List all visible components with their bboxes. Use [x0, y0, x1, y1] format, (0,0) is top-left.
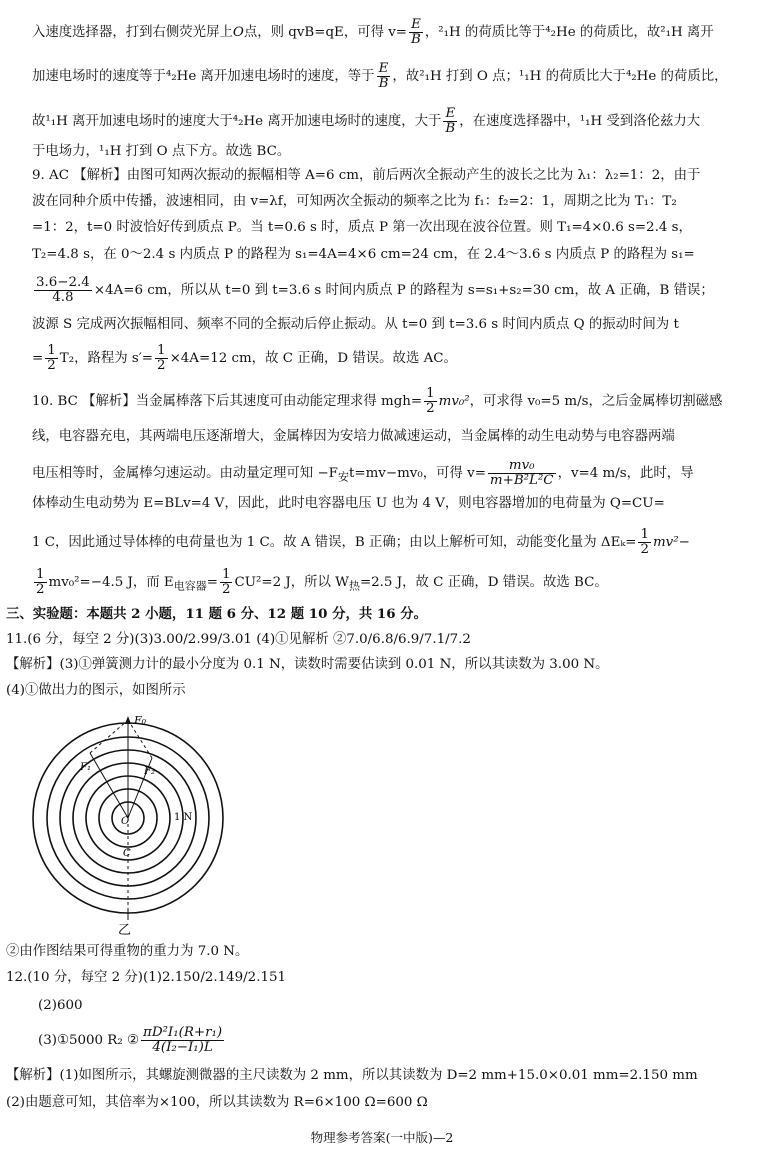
- fraction-half: $\frac{1}{2}$: [640, 528, 649, 557]
- answer-11-line: 11.(6 分，每空 2 分)(3)3.00/2.99/3.01 (4)①见解析 ②7.0/6.8/6.9/7.1/7.2: [6, 632, 471, 647]
- f0-arrow-head: [125, 716, 131, 724]
- fraction-time-ratio: $\frac{3.6-2.4}{4.8}$: [36, 276, 90, 305]
- text-line: 线，电容器充电，其两端电压逐渐增大，金属棒因为安培力做减速运动，当金属棒的动生电动势与电容器两端: [32, 429, 675, 444]
- text-line: 1 C，因此通过导体棒的电荷量也为 1 C。故 A 错误，B 正确；由以上解析可知，动能变化量为 ΔEₖ= $\frac{1}{2}$ mv²−: [32, 528, 690, 557]
- text-line: 于电场力，¹₁H 打到 O 点下方。故选 BC。: [32, 144, 291, 159]
- fraction-half: $\frac{1}{2}$: [221, 568, 231, 597]
- text-line: [32, 62, 750, 91]
- text-line: 【解析】(1)如图所示，其螺旋测微器的主尺读数为 2 mm，所以其读数为 D=2 mm+15.0×0.01 mm=2.150 mm: [6, 1068, 698, 1083]
- figure-label: 乙: [118, 923, 132, 936]
- text-line: 波在同种介质中传播，波速相同，由 v=λf，可知两次全振动的频率之比为 f₁：f₂=2：1，周期之比为 T₁：T₂: [32, 194, 677, 209]
- fraction-E-over-B: $\frac{E}{B}$: [411, 18, 421, 47]
- fraction-half: $\frac{1}{2}$: [36, 568, 45, 597]
- text-line: [32, 107, 750, 136]
- text-line: (3)①5000 R₂ ② $\frac{\text{πD²I₁(R+r₁)}}{\text{4(I₂−I₁)L}}$: [38, 1026, 223, 1055]
- text-span: 故¹₁H 离开加速电场时的速度大于⁴₂He 离开加速电场时的速度，大于: [32, 114, 442, 129]
- fraction-half: $\frac{1}{2}$: [157, 344, 166, 373]
- text-line: [32, 18, 750, 47]
- fraction-half: $\frac{1}{2}$: [47, 344, 56, 373]
- text-line: 体棒动生电动势为 E=BLv=4 V，因此，此时电容器电压 U 也为 4 V，则电容器增加的电荷量为 Q=CU=: [32, 496, 665, 511]
- text-line: =1：2，t=0 时波恰好传到质点 P。当 t=0.6 s 时，质点 P 第一次出现在波谷位置。则 T₁=4×0.6 s=2.4 s，: [32, 220, 692, 235]
- text-span: ，故²₁H 打到 O 点；¹₁H 的荷质比大于⁴₂He 的荷质比，: [392, 69, 728, 84]
- text-line: (2)由题意可知，其倍率为×100，所以其读数为 R=6×100 Ω=600 Ω: [6, 1095, 428, 1110]
- answer-10-line: 10. BC 【解析】当金属棒落下后其速度可由动能定理求得 mgh= $\frac{1}{2}$ mv₀²，可求得 v₀=5 m/s，之后金属棒切割磁感: [32, 387, 723, 416]
- text-span: O: [232, 25, 244, 40]
- text-span: ，在速度选择器中，¹₁H 受到洛伦兹力大: [459, 114, 701, 129]
- f1-label: F₁: [80, 762, 91, 773]
- answer-12-line: 12.(10 分，每空 2 分)(1)2.150/2.149/2.151: [6, 970, 287, 985]
- text-span: ×4A=6 cm，所以从 t=0 到 t=3.6 s 时间内质点 P 的路程为 s=s₁+s₂=30 cm，故 A 正确，B 错误；: [93, 283, 714, 298]
- f2-label: F₂: [144, 766, 155, 777]
- fraction-half: $\frac{1}{2}$: [426, 387, 435, 416]
- c-label: C: [123, 848, 131, 859]
- fraction-E-over-B: $\frac{E}{B}$: [378, 62, 389, 91]
- text-line: T₂=4.8 s，在 0～2.4 s 内质点 P 的路程为 s₁=4A=4×6 cm=24 cm，在 2.4～3.6 s 内质点 P 的路程为 s₁=: [32, 247, 695, 262]
- text-span: 入速度选择器，打到右侧荧光屏上: [32, 25, 233, 40]
- text-line: = $\frac{1}{2}$ T₂，路程为 s′= $\frac{1}{2}$ ×4A=12 cm，故 C 正确，D 错误。故选 AC。: [32, 344, 457, 373]
- answer-9-line: 9. AC 【解析】由图可知两次振动的振幅相等 A=6 cm，前后两次全振动产生的波长之比为 λ₁：λ₂=1：2，由于: [32, 168, 701, 183]
- text-span: ，²₁H 的荷质比等于⁴₂He 的荷质比，故²₁H 离开: [424, 25, 714, 40]
- text-span: 点，则 qvB=qE，可得 v=: [243, 25, 408, 40]
- fraction-velocity: $\frac{\text{mv₀}}{\text{m+B²L²C}}$: [489, 459, 554, 488]
- origin-label: O: [121, 816, 130, 827]
- f0-label: F₀: [134, 714, 147, 727]
- fraction-E-over-B: $\frac{E}{B}$: [445, 107, 456, 136]
- text-line: 波源 S 完成两次振幅相同、频率不同的全振动后停止振动。从 t=0 到 t=3.6 s 时间内质点 Q 的振动时间为 t: [32, 317, 679, 332]
- text-line: 电压相等时，金属棒匀速运动。由动量定理可知 $-F_安t=mv-mv_0$，可得 v= $\frac{\text{mv₀}}{\text{m+B²L²C}}$ ，v=4 m/s，此时，导: [32, 459, 694, 488]
- force-diagram: [30, 708, 230, 936]
- text-line: 【解析】(3)①弹簧测力计的最小分度为 0.1 N，读数时需要估读到 0.01 N，所以其读数为 3.00 N。: [6, 657, 609, 672]
- text-line: $\frac{1}{2}$ mv₀²=−4.5 J，而 $E_{电容器}=$ $\frac{1}{2}$ CU²=2 J，所以 $W_热=2.5$ J，故 C 正确，D 错误。故选 BC。: [36, 568, 608, 597]
- scale-label: 1 N: [174, 812, 193, 823]
- text-line: (2)600: [38, 998, 83, 1013]
- text-line: (4)①做出力的图示，如图所示: [6, 683, 186, 698]
- text-line: ②由作图结果可得重物的重力为 7.0 N。: [6, 944, 249, 959]
- fraction-resistivity: $\frac{\text{πD²I₁(R+r₁)}}{\text{4(I₂−I₁)L}}$: [143, 1026, 223, 1055]
- text-line: [32, 276, 750, 305]
- section-heading: 三、实验题：本题共 2 小题，11 题 6 分、12 题 10 分，共 16 分。: [6, 606, 427, 622]
- page-footer: 物理参考答案(一中版)—2: [310, 1130, 454, 1145]
- text-span: 加速电场时的速度等于⁴₂He 离开加速电场时的速度，等于: [32, 69, 375, 84]
